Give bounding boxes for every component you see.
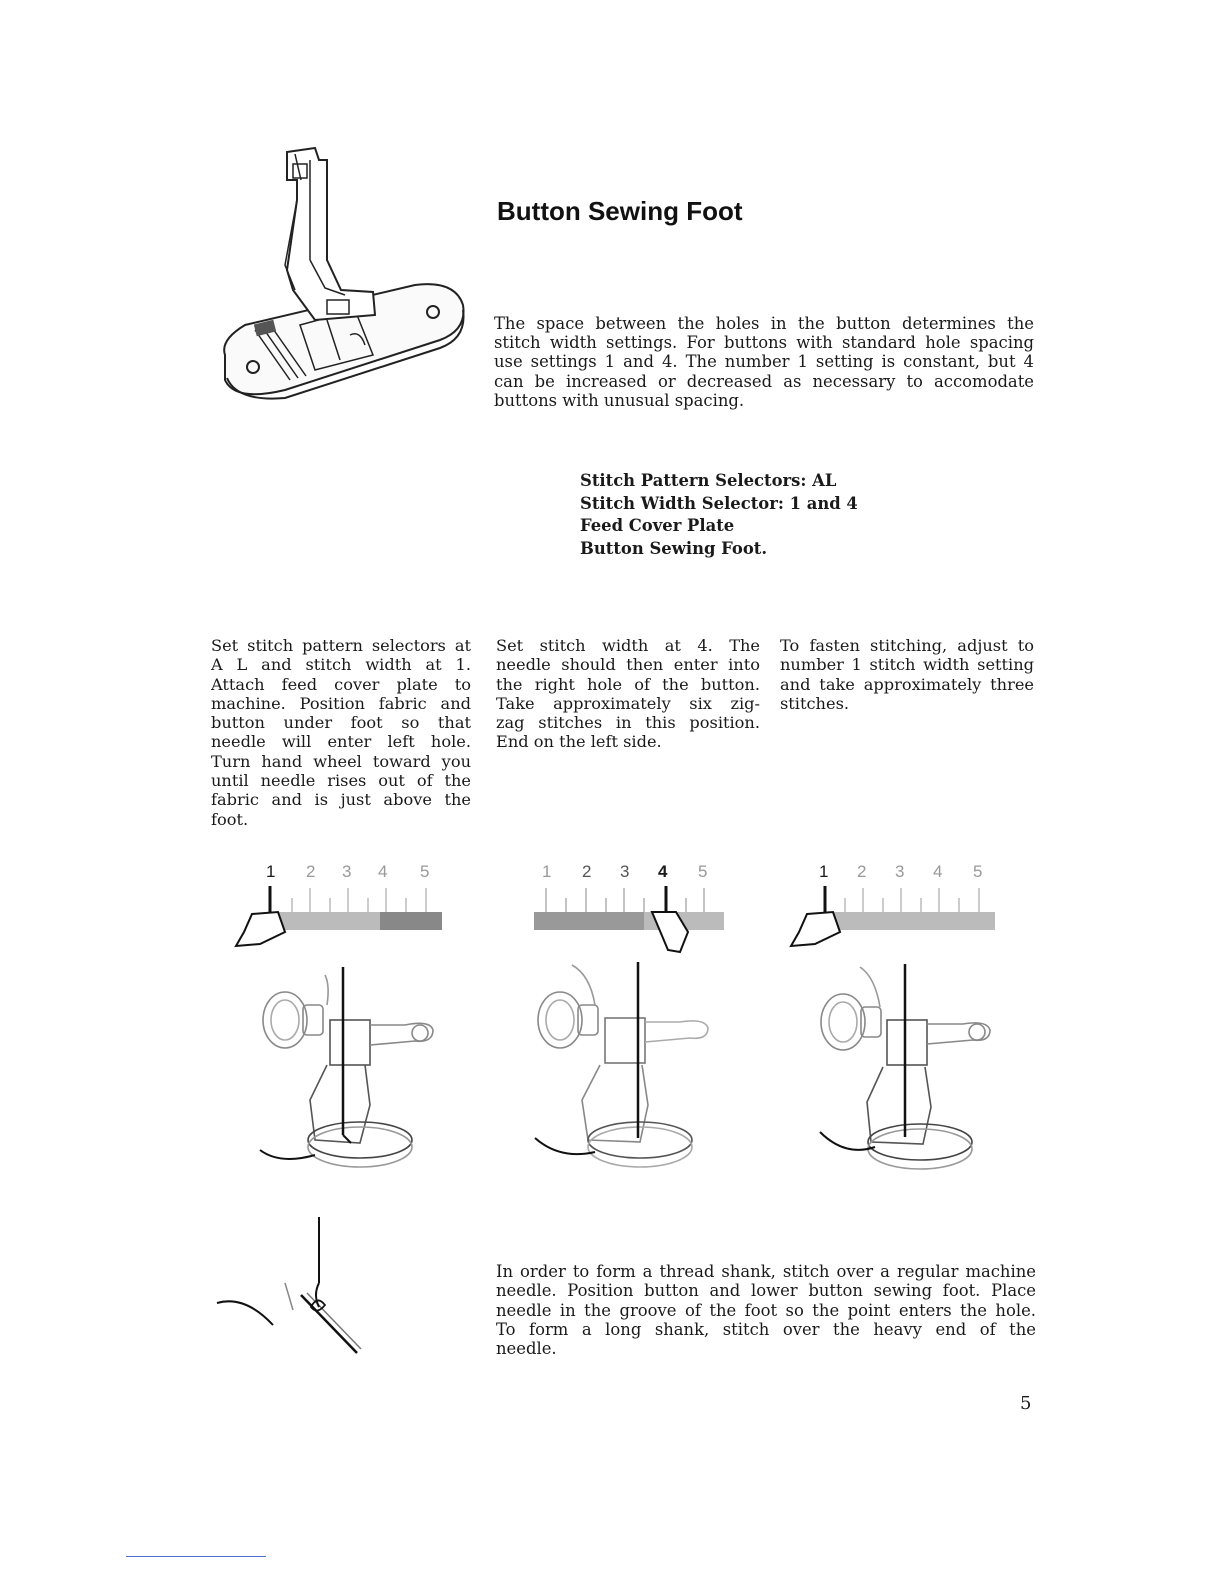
scale-label-1: 1	[542, 862, 552, 881]
step-line: Attach feed cover plate to	[211, 674, 471, 694]
step-line: machine. Position fabric and	[211, 693, 471, 713]
step-1-text	[211, 636, 471, 829]
settings-list	[580, 470, 858, 560]
scale-dial-3-graphic	[785, 862, 1000, 957]
step-line: Take approximately six zig-	[496, 693, 760, 713]
needle-right-hole-illustration	[530, 960, 730, 1175]
step-line: Set stitch width at 4. The	[496, 636, 760, 655]
step-line: To fasten stitching, adjust to	[780, 636, 1034, 655]
intro-line: buttons with unusual spacing.	[494, 390, 745, 410]
intro-line: use settings 1 and 4. The number 1 setting is constant, but 4	[494, 352, 1034, 372]
shank-line: In order to form a thread shank, stitch over a regular machine	[496, 1262, 1036, 1281]
setting-foot: Button Sewing Foot.	[580, 538, 768, 558]
step-line: and take approximately three	[780, 674, 1034, 694]
intro-paragraph	[494, 314, 1034, 410]
scale-label-2: 2	[306, 862, 316, 881]
step-3-text	[780, 636, 1034, 713]
step-line: needle will enter left hole.	[211, 732, 471, 752]
bottom-rule	[126, 1556, 266, 1557]
scale-label-2: 2	[582, 862, 592, 881]
step-line: stitches.	[780, 693, 850, 713]
scale-label-4: 4	[933, 862, 943, 881]
scale-label-5: 5	[698, 862, 708, 881]
button-sewing-foot-illustration	[215, 140, 475, 415]
shank-line: To form a long shank, stitch over the heavy end of the	[496, 1319, 1036, 1339]
shank-line: needle in the groove of the foot so the point enters the hole.	[496, 1300, 1036, 1320]
page-title: Button Sewing Foot	[497, 196, 743, 226]
stitch-width-scale-2	[520, 862, 735, 957]
step-line: A L and stitch width at 1.	[211, 655, 471, 675]
thread-shank-paragraph	[496, 1262, 1036, 1358]
intro-line: stitch width settings. For buttons with standard hole spacing	[494, 333, 1034, 353]
step-line: foot.	[211, 809, 249, 829]
setting-pattern-selectors: Stitch Pattern Selectors: AL	[580, 471, 837, 490]
scale-label-3: 3	[620, 862, 630, 881]
step-line: End on the left side.	[496, 732, 662, 752]
scale-label-4: 4	[658, 862, 668, 881]
intro-line: The space between the holes in the button determines the	[494, 314, 1034, 333]
intro-line: can be increased or decreased as necessary to accomodate	[494, 371, 1034, 391]
stitch-width-scale-1	[230, 862, 445, 957]
scale-label-5: 5	[420, 862, 430, 881]
step-line: zag stitches in this position.	[496, 713, 760, 733]
scale-label-3: 3	[342, 862, 352, 881]
step-line: number 1 stitch width setting	[780, 655, 1034, 675]
step-line: the right hole of the button.	[496, 674, 760, 694]
scale-dial-1-graphic	[230, 862, 445, 957]
shank-line: needle.	[496, 1339, 557, 1359]
thread-shank-illustration	[215, 1215, 365, 1360]
step-line: button under foot so that	[211, 713, 471, 733]
needle-left-hole-illustration	[255, 965, 455, 1180]
scale-label-3: 3	[895, 862, 905, 881]
page-number: 5	[1020, 1393, 1032, 1414]
stitch-width-scale-3	[785, 862, 1000, 957]
needle-fasten-illustration	[815, 962, 1015, 1177]
scale-label-5: 5	[973, 862, 983, 881]
step-line: fabric and is just above the	[211, 790, 471, 810]
setting-width-selector: Stitch Width Selector: 1 and 4	[580, 493, 858, 513]
scale-label-2: 2	[857, 862, 867, 881]
step-line: Set stitch pattern selectors at	[211, 636, 471, 655]
scale-label-1: 1	[266, 862, 276, 881]
shank-line: needle. Position button and lower button sewing foot. Place	[496, 1281, 1036, 1301]
step-2-text	[496, 636, 760, 752]
step-line: Turn hand wheel toward you	[211, 751, 471, 771]
scale-dial-2-graphic	[520, 862, 735, 957]
scale-label-1: 1	[819, 862, 829, 881]
scale-label-4: 4	[378, 862, 388, 881]
step-line: needle should then enter into	[496, 655, 760, 675]
step-line: until needle rises out of the	[211, 771, 471, 791]
setting-cover-plate: Feed Cover Plate	[580, 516, 735, 535]
